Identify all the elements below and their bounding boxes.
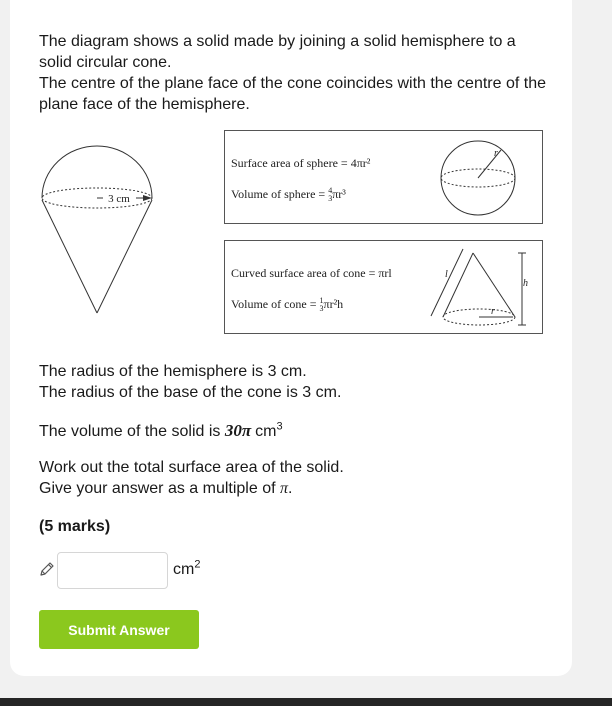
answer-unit xyxy=(173,558,201,579)
question-intro xyxy=(39,31,549,115)
pencil-icon xyxy=(38,560,56,578)
cone-l-label: l xyxy=(445,269,448,280)
task-pi: π xyxy=(280,480,289,497)
radius-label: 3 cm xyxy=(108,193,130,205)
sphere-volume-prefix: Volume of sphere = xyxy=(231,187,329,201)
cone-left-edge xyxy=(42,200,97,313)
task-prefix: Give your answer as a multiple of xyxy=(39,480,280,497)
sphere-area-formula: Surface area of sphere = 4πr² xyxy=(231,156,371,170)
cone-volume-den: 3 xyxy=(319,304,324,314)
answer-unit-text: cm xyxy=(173,561,195,578)
marks-label: (5 marks) xyxy=(39,518,111,535)
volume-value: 30π xyxy=(224,421,252,440)
volume-unit-power: 3 xyxy=(276,420,283,433)
cone-volume-formula xyxy=(231,297,343,313)
task-line-1: Work out the total surface area of the solid. xyxy=(39,459,344,476)
sphere-formula-box xyxy=(224,130,543,224)
sphere-r-label: r xyxy=(494,148,498,159)
volume-unit: cm xyxy=(255,423,277,440)
sphere-figure xyxy=(436,136,520,220)
sphere-volume-den: 3 xyxy=(328,194,333,204)
intro-line-1: The diagram shows a solid made by joining a solid hemisphere to a solid circular cone. xyxy=(39,33,516,71)
task-suffix: . xyxy=(288,480,293,497)
sphere-volume-formula xyxy=(231,187,346,203)
sphere-volume-suffix: πr³ xyxy=(332,187,346,201)
solid-diagram xyxy=(30,125,165,320)
hemisphere-outline xyxy=(42,146,152,198)
volume-prefix: The volume of the solid is xyxy=(39,423,225,440)
radius-cone-text: The radius of the base of the cone is 3 cm. xyxy=(39,384,342,401)
intro-line-2: The centre of the plane face of the cone coincides with the centre of the plane face of the hemisphere. xyxy=(39,75,546,113)
cone-curved-area-formula: Curved surface area of cone = πrl xyxy=(231,266,392,280)
cone-right-edge xyxy=(97,200,152,313)
cone-h-label: h xyxy=(523,278,528,289)
radius-arrowhead xyxy=(143,195,152,201)
cone-formula-box xyxy=(224,240,543,334)
cone-volume-num: 1 xyxy=(319,296,324,306)
answer-unit-power: 2 xyxy=(194,558,201,571)
sphere-volume-num: 4 xyxy=(328,186,333,196)
cone-figure xyxy=(425,244,537,332)
answer-input[interactable] xyxy=(57,552,168,589)
radius-hemisphere-text: The radius of the hemisphere is 3 cm. xyxy=(39,363,307,380)
cone-volume-suffix: πr²h xyxy=(323,297,344,311)
task-text xyxy=(39,457,549,499)
submit-answer-button[interactable]: Submit Answer xyxy=(39,610,199,649)
bottom-bar xyxy=(0,698,612,706)
cone-volume-prefix: Volume of cone = xyxy=(231,297,320,311)
radius-info xyxy=(39,361,549,403)
cone-r-label: r xyxy=(491,306,495,317)
volume-statement xyxy=(39,420,549,442)
